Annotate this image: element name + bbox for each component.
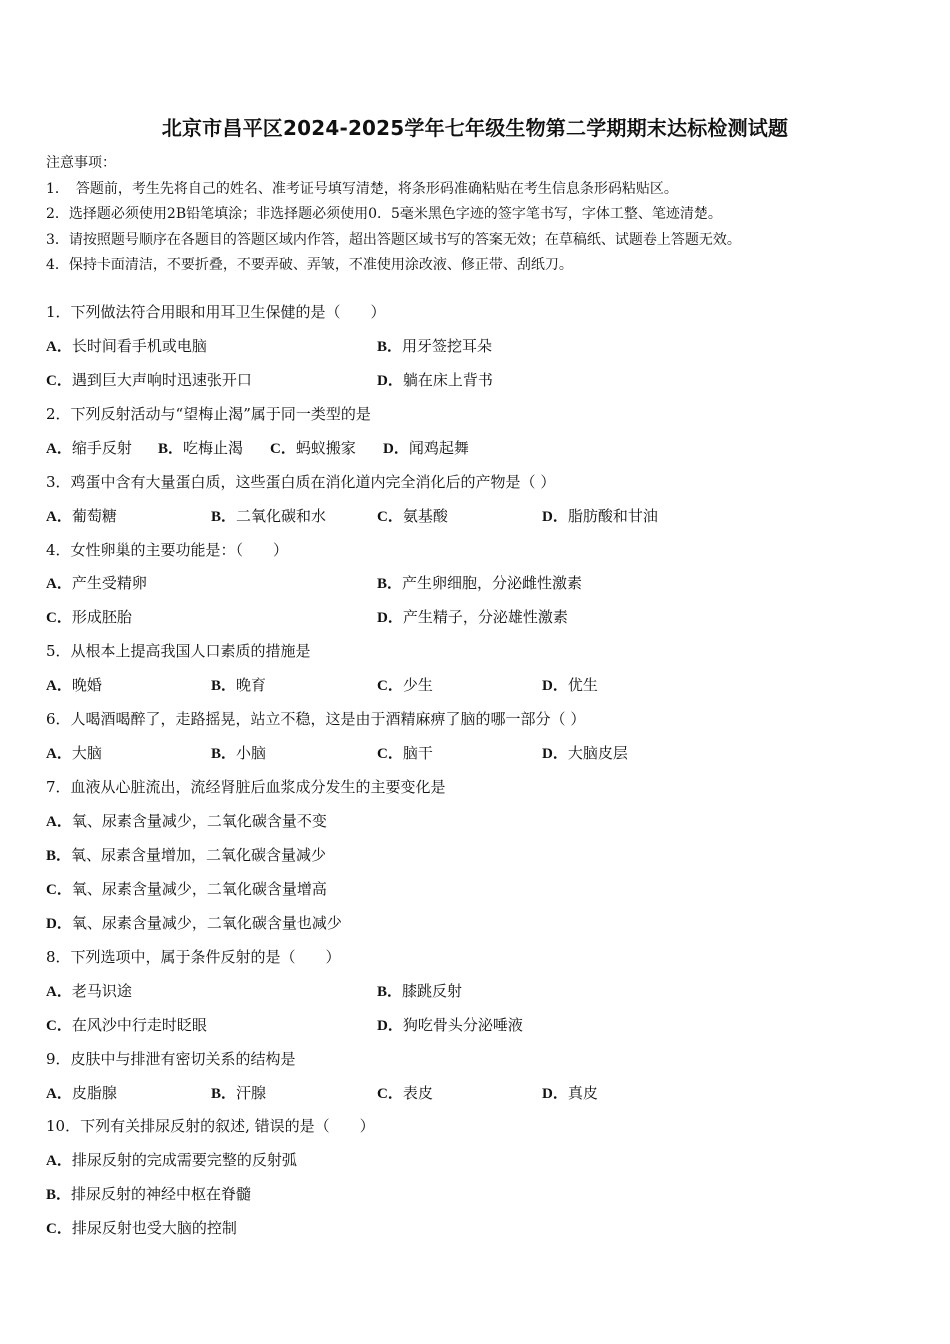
question-9-option-d: D．真皮 xyxy=(542,1084,598,1102)
question-5-option-c: C．少生 xyxy=(377,676,433,694)
question-7-option-b: B．氧、尿素含量增加，二氧化碳含量减少 xyxy=(46,846,327,864)
question-8-option-b: B．膝跳反射 xyxy=(377,982,463,1000)
question-1-stem: 1．下列做法符合用眼和用耳卫生保健的是（ ） xyxy=(46,303,386,321)
question-6-option-a: A．大脑 xyxy=(46,744,102,762)
question-10-option-b: B．排尿反射的神经中枢在脊髓 xyxy=(46,1185,252,1203)
page-title: 北京市昌平区2024-2025学年七年级生物第二学期期末达标检测试题 xyxy=(161,116,789,140)
note-item: 2．选择题必须使用2B铅笔填涂；非选择题必须使用0．5毫米黑色字迹的签字笔书写，字体工整、笔迹清楚。 xyxy=(46,206,722,222)
question-2-option-c: C．蚂蚁搬家 xyxy=(270,439,356,457)
question-8-option-a: A．老马识途 xyxy=(46,982,132,1000)
question-5-stem: 5．从根本上提高我国人口素质的措施是 xyxy=(46,642,311,660)
question-9-option-a: A．皮脂腺 xyxy=(46,1084,117,1102)
question-2-stem: 2．下列反射活动与“望梅止渴”属于同一类型的是 xyxy=(46,405,371,423)
question-5-option-b: B．晚育 xyxy=(211,676,267,694)
question-9-option-b: B．汗腺 xyxy=(211,1084,267,1102)
question-10-option-c: C．排尿反射也受大脑的控制 xyxy=(46,1219,237,1237)
question-3-option-c: C．氨基酸 xyxy=(377,507,448,525)
question-5-option-d: D．优生 xyxy=(542,676,598,694)
question-1-option-c: C．遇到巨大声响时迅速张开口 xyxy=(46,371,252,389)
notes-section xyxy=(46,151,926,279)
question-2-option-a: A．缩手反射 xyxy=(46,439,132,457)
note-item: 4．保持卡面清洁，不要折叠，不要弄破、弄皱，不准使用涂改液、修正带、刮纸刀。 xyxy=(46,257,573,273)
question-5-option-a: A．晚婚 xyxy=(46,676,102,694)
question-6-option-b: B．小脑 xyxy=(211,744,267,762)
question-2-option-b: B．吃梅止渴 xyxy=(158,439,244,457)
question-4-option-a: A．产生受精卵 xyxy=(46,574,147,592)
question-8-option-c: C．在风沙中行走时眨眼 xyxy=(46,1016,207,1034)
question-7-stem: 7．血液从心脏流出，流经肾脏后血浆成分发生的主要变化是 xyxy=(46,778,446,796)
question-7-option-c: C．氧、尿素含量减少，二氧化碳含量增高 xyxy=(46,880,327,898)
question-3-option-b: B．二氧化碳和水 xyxy=(211,507,327,525)
question-4-option-d: D．产生精子，分泌雄性激素 xyxy=(377,608,568,626)
notes-heading: 注意事项： xyxy=(46,155,116,171)
note-item: 1． 答题前，考生先将自己的姓名、准考证号填写清楚，将条形码准确粘贴在考生信息条形码粘贴区。 xyxy=(46,180,678,197)
question-3-option-d: D．脂肪酸和甘油 xyxy=(542,507,658,525)
question-4-option-c: C．形成胚胎 xyxy=(46,608,132,626)
question-6-stem: 6．人喝酒喝醉了，走路摇晃，站立不稳，这是由于酒精麻痹了脑的哪一部分（ ） xyxy=(46,710,586,728)
question-3-stem: 3．鸡蛋中含有大量蛋白质，这些蛋白质在消化道内完全消化后的产物是（ ） xyxy=(46,473,556,491)
question-1-option-d: D．躺在床上背书 xyxy=(377,371,493,389)
question-9-option-c: C．表皮 xyxy=(377,1084,433,1102)
question-6-option-c: C．脑干 xyxy=(377,744,433,762)
question-2-option-d: D．闻鸡起舞 xyxy=(383,439,469,457)
question-4-stem: 4．女性卵巢的主要功能是：（ ） xyxy=(46,541,289,559)
question-8-option-d: D．狗吃骨头分泌唾液 xyxy=(377,1016,523,1034)
question-6-option-d: D．大脑皮层 xyxy=(542,744,628,762)
question-10-option-a: A．排尿反射的完成需要完整的反射弧 xyxy=(46,1151,297,1169)
question-1-option-b: B．用牙签挖耳朵 xyxy=(377,337,493,355)
question-1-option-a: A．长时间看手机或电脑 xyxy=(46,337,207,355)
question-3-option-a: A．葡萄糖 xyxy=(46,507,117,525)
question-10-stem: 10．下列有关排尿反射的叙述, 错误的是（ ） xyxy=(46,1117,375,1135)
note-item: 3．请按照题号顺序在各题目的答题区域内作答，超出答题区域书写的答案无效；在草稿纸、试题卷上答题无效。 xyxy=(46,231,741,248)
question-7-option-a: A．氧、尿素含量减少，二氧化碳含量不变 xyxy=(46,812,327,830)
question-9-stem: 9．皮肤中与排泄有密切关系的结构是 xyxy=(46,1050,296,1068)
question-7-option-d: D．氧、尿素含量减少，二氧化碳含量也减少 xyxy=(46,914,342,932)
question-4-option-b: B．产生卵细胞，分泌雌性激素 xyxy=(377,574,583,592)
question-8-stem: 8．下列选项中，属于条件反射的是（ ） xyxy=(46,948,341,966)
